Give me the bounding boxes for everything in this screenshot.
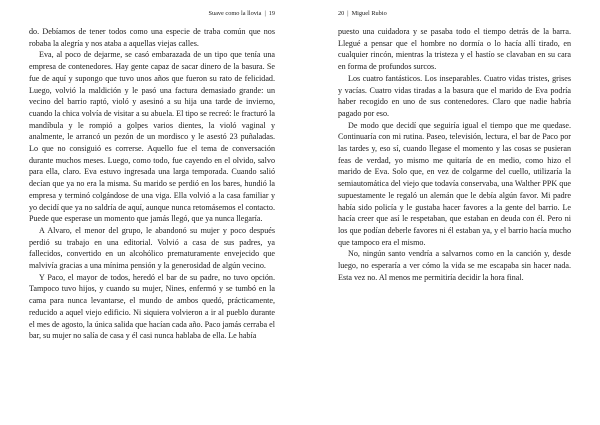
running-head-separator: | [347, 10, 349, 17]
page-number-right: 20 [338, 10, 345, 17]
paragraph: Eva, al poco de dejarme, se casó embarazada de un tipo que tenía una empresa de contenedores. Hay gente capaz de sacar dinero de la basura. Se fue de aquí y supongo que tuvo unos años que fueron su rato de felicidad. Luego, volvió la maldición y le pasó una factura demasiado grande: un vecino del barrio raptó, violó y asesinó a su hija una tarde de invierno, cuando la chica volvía de visitar a su abuela. El tipo se recreó: le fracturó la mandíbula y le rompió a golpes varios dientes, la violó vaginal y analmente, le arrancó un pezón de un mordisco y le asestó 23 puñaladas. Lo que no consiguió es correrse. Aquello fue el tema de conversación durante muchos meses. Luego, como todo, fue cayendo en el olvido, salvo para ella, claro. Eva estuvo ingresada una larga temporada. Cuando salió decían que ya no era la misma. Su marido se perdió en los bares, hundió la empresa y terminó colgándose de una viga. Ella volvió a la casa familiar y yo decidí que ya no saldría de aquí, aunque nunca retomásemos el contacto. Puede que esperase un momento que jamás llegó, que ya nunca llegaría. [29, 50, 275, 224]
left-page-text [29, 26, 275, 342]
paragraph: Y Paco, el mayor de todos, heredó el bar de su padre, no tuvo opción. Tampoco tuvo hijos, y cuando su mujer, Nines, enfermó y se tumbó en la cama para nunca levantarse, el mundo de ambos quedó, prácticamente, reducido a aquel viejo edificio. Ni siquiera volvieron a ir al pueblo durante el mes de agosto, la única salida que hacían cada año. Paco jamás cerraba el bar, su mujer no salía de casa y él casi nunca hablaba de ella. Le había [29, 272, 275, 341]
book-title: Suave como la llovia [208, 10, 262, 17]
paragraph: Los cuatro fantásticos. Los inseparables. Cuatro vidas tristes, grises y vacías. Cuatro vidas tiradas a la basura que el marido de Eva podría haber recogido en uno de sus contenedores. Claro que nadie habría pagado por eso. [338, 73, 571, 118]
running-head-separator: | [264, 10, 266, 17]
paragraph: De modo que decidí que seguiría igual el tiempo que me quedase. Continuaría con mi rutina. Paseo, televisión, lectura, el bar de Paco por las tardes y, eso sí, cuando llegase el momento y las cosas se pusieran feas de verdad, yo mismo me quitaría de en medio, como hizo el marido de Eva. Solo que, en vez de colgarme del cuello, utilizaría la semiautomática del viejo que todavía conservaba, una Walther PPK que supuestamente le regaló un alemán que le debía algún favor. Mi padre había sido policía y le gustaba hacer favores a la gente del barrio. Le hacía creer que así le respetaban, que estaban en deuda con él. Pero ni los que podían deberle favores ni él estaban ya, y el barrio hacía mucho que tampoco era el mismo. [338, 120, 571, 247]
paragraph: A Alvaro, el menor del grupo, le abandonó su mujer y poco después perdió su trabajo en una editorial. Volvió a casa de sus padres, ya fallecidos, convertido en un alcohólico prematuramente envejecido que malvivía gracias a una mínima pensión y la generosidad de algún vecino. [29, 225, 275, 271]
right-page [300, 0, 600, 425]
page-number-left: 19 [268, 10, 275, 17]
paragraph: puesto una cuidadora y se pasaba todo el tiempo detrás de la barra. Llegué a pensar que el hombre no dormía o lo hacía allí tirado, en cualquier rincón, mientras la tristeza y el hastío se clavaban en su cara en forma de profundos surcos. [338, 27, 571, 72]
running-head-left [29, 9, 275, 18]
running-head-right [338, 9, 571, 18]
right-page-text [338, 26, 571, 283]
author-name: Miguel Rubio [351, 10, 387, 17]
paragraph: do. Debíamos de tener todos como una especie de traba común que nos robaba la alegría y nos ataba a aquellas viejas calles. [29, 27, 275, 48]
paragraph: No, ningún santo vendría a salvarnos como en la canción y, desde luego, no esperaría a ver cómo la vida se me escapaba sin hacer nada. Esta vez no. Al menos me permitiría decidir la hora final. [338, 249, 571, 282]
